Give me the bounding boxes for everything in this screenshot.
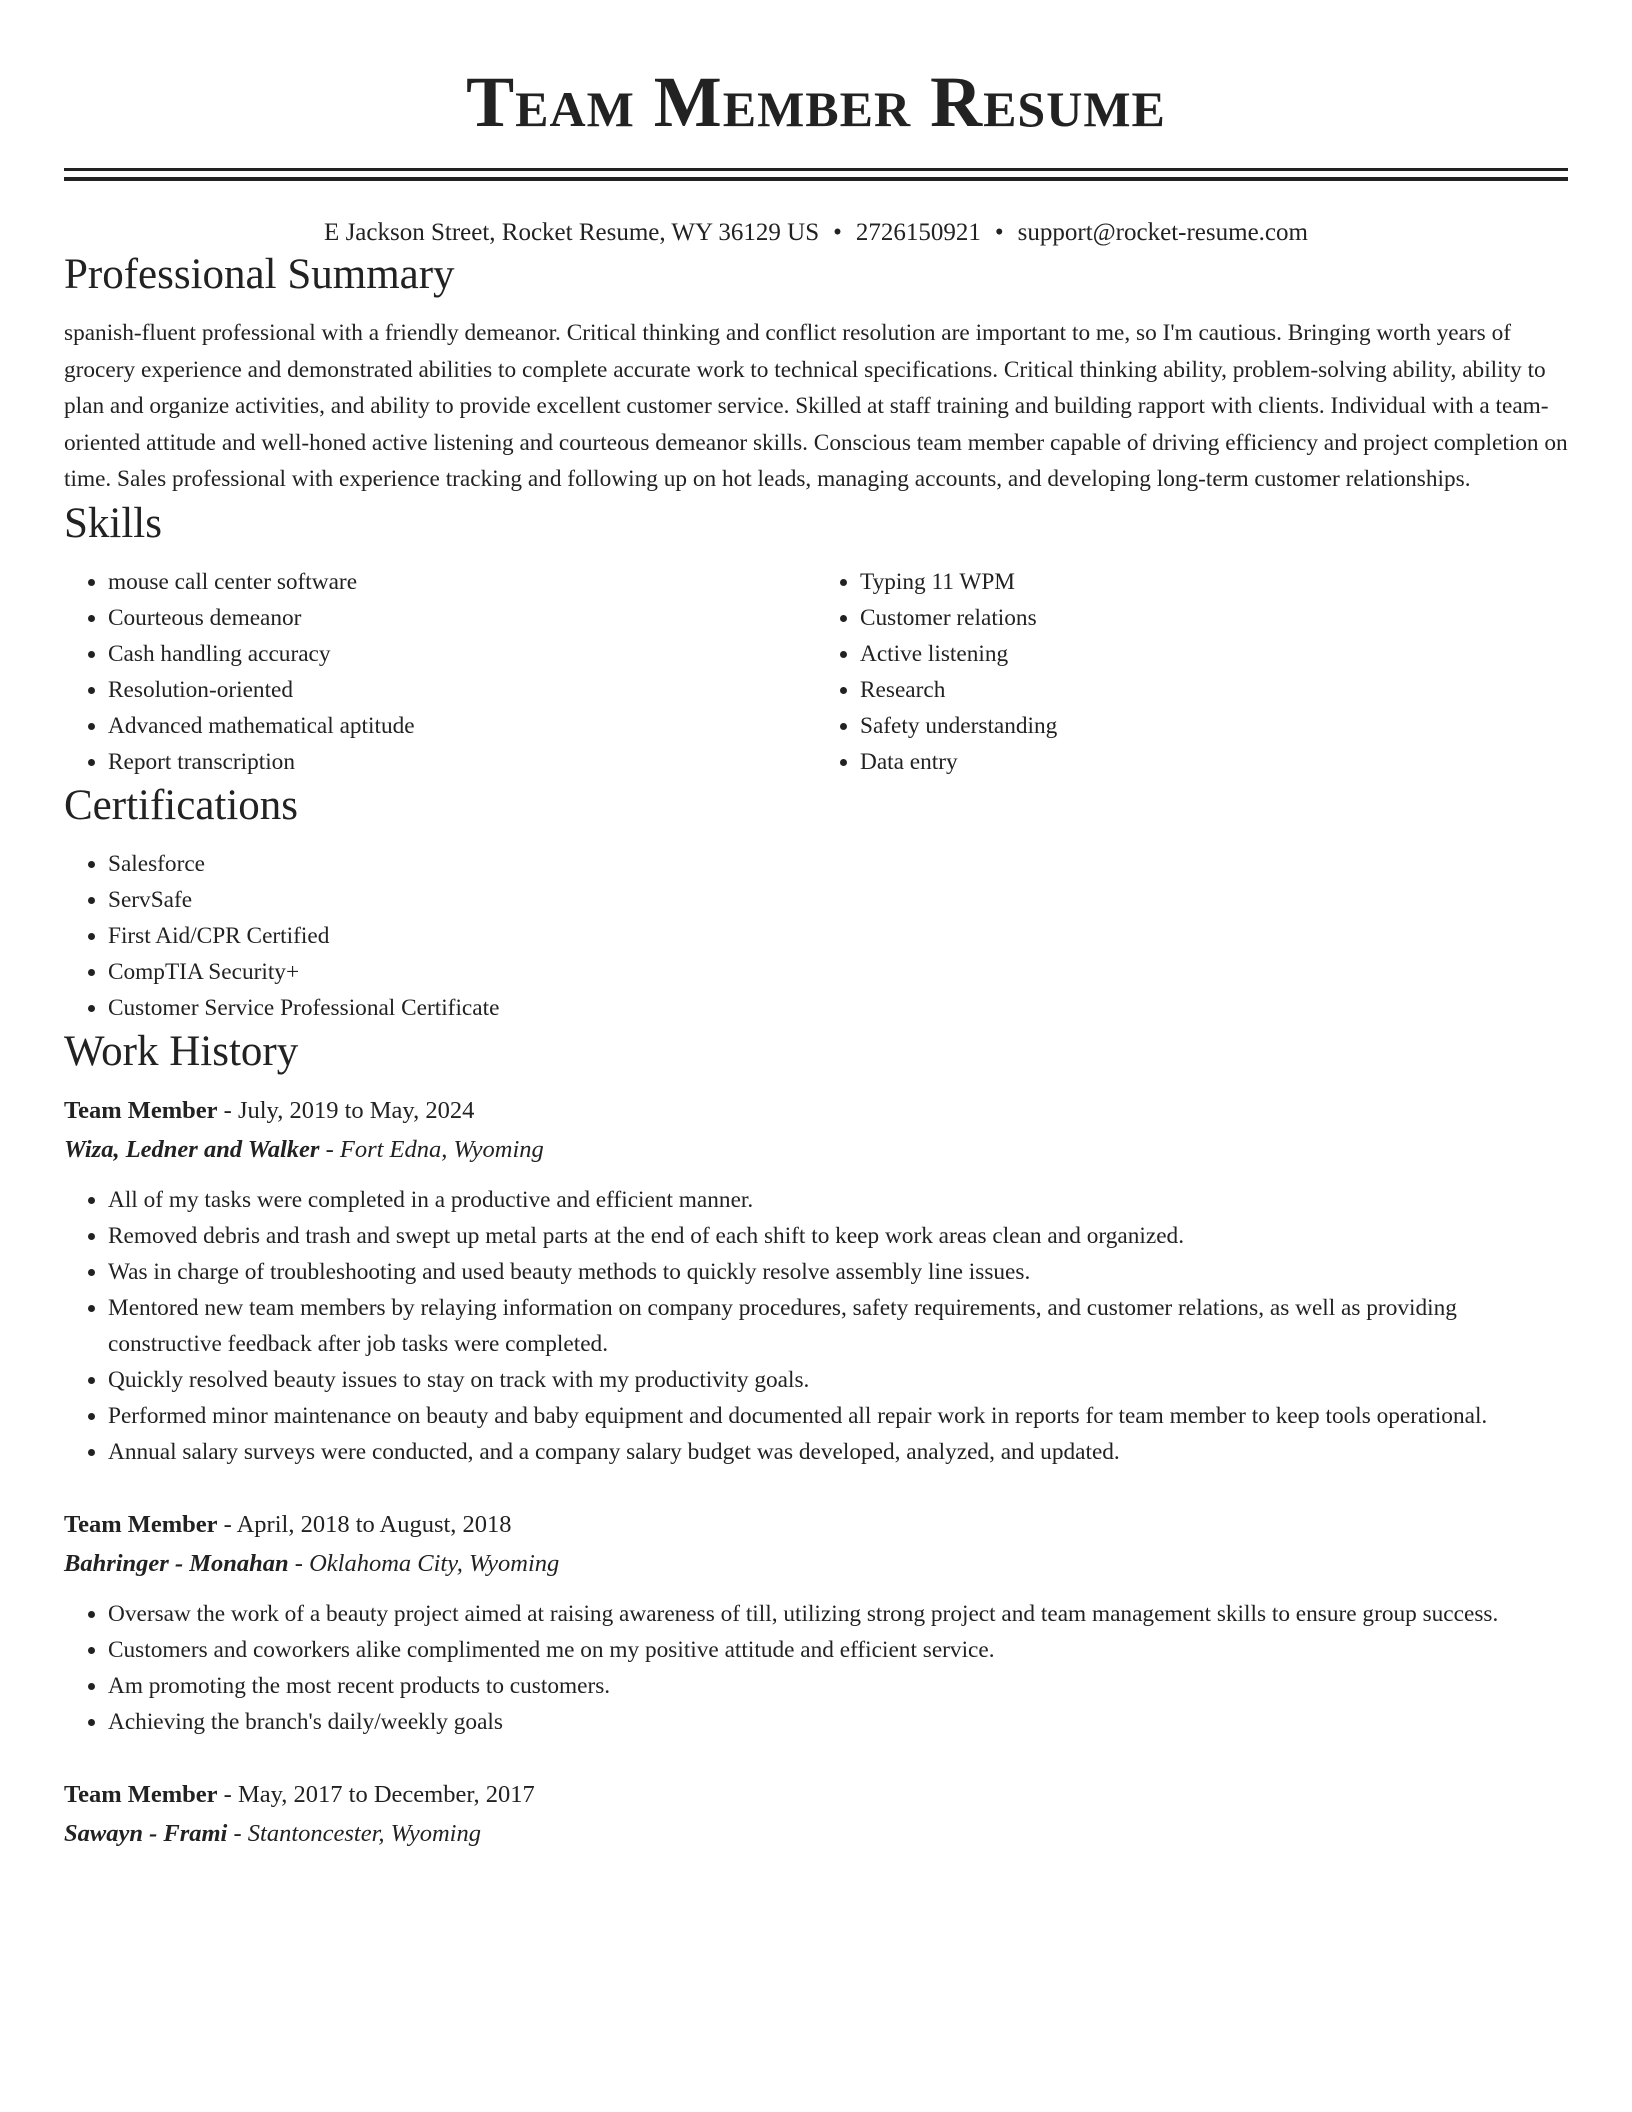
work-history-heading: Work History — [64, 1027, 299, 1075]
skill-item: • Data entry — [860, 744, 1568, 780]
job-location: - Fort Edna, Wyoming — [325, 1135, 544, 1163]
job-location: - Oklahoma City, Wyoming — [294, 1549, 560, 1577]
title-rule-top — [64, 168, 1568, 171]
job-entry — [64, 1506, 1568, 1740]
skill-item: • Report transcription — [108, 744, 816, 780]
job-title-line — [64, 1092, 1568, 1130]
certifications-heading: Certifications — [64, 781, 299, 829]
skills-list-right — [816, 564, 1568, 780]
skill-item: • mouse call center software — [108, 564, 816, 600]
job-company-line — [64, 1814, 1568, 1854]
job-bullets — [64, 1596, 1568, 1740]
job-company: Wiza, Ledner and Walker — [64, 1135, 320, 1163]
certification-item: • ServSafe — [108, 882, 1568, 918]
job-title-line — [64, 1506, 1568, 1544]
skills-columns — [64, 564, 1568, 780]
job-bullet: • Oversaw the work of a beauty project aimed at raising awareness of till, utilizing strong project and team management skills to ensure group success. — [108, 1596, 1568, 1632]
skill-item: • Cash handling accuracy — [108, 636, 816, 672]
job-bullet: • Quickly resolved beauty issues to stay on track with my productivity goals. — [108, 1362, 1568, 1398]
resume-title: Team Member Resume — [466, 62, 1166, 142]
skill-item: • Resolution-oriented — [108, 672, 816, 708]
job-bullets — [64, 1182, 1568, 1470]
job-bullet: • Was in charge of troubleshooting and used beauty methods to quickly resolve assembly line issues. — [108, 1254, 1568, 1290]
job-location: - Stantoncester, Wyoming — [233, 1819, 481, 1847]
job-entry — [64, 1092, 1568, 1470]
job-bullet: • Removed debris and trash and swept up metal parts at the end of each shift to keep work areas clean and organized. — [108, 1218, 1568, 1254]
certification-item: • Salesforce — [108, 846, 1568, 882]
job-bullet: • Mentored new team members by relaying information on company procedures, safety requirements, and customer relations, as well as providing constructive feedback after job tasks were completed. — [108, 1290, 1568, 1362]
job-title: Team Member — [64, 1096, 218, 1124]
skill-item: • Courteous demeanor — [108, 600, 816, 636]
contact-address: E Jackson Street, Rocket Resume, WY 36129 US — [324, 219, 820, 246]
contact-line — [64, 217, 1568, 249]
job-bullet: • Annual salary surveys were conducted, and a company salary budget was developed, analyzed, and updated. — [108, 1434, 1568, 1470]
job-bullet: • Performed minor maintenance on beauty and baby equipment and documented all repair work in reports for team member to keep tools operational. — [108, 1398, 1568, 1434]
skill-item: • Research — [860, 672, 1568, 708]
job-bullet: • Am promoting the most recent products to customers. — [108, 1668, 1568, 1704]
skill-item: • Customer relations — [860, 600, 1568, 636]
summary-text: spanish-fluent professional with a friendly demeanor. Critical thinking and conflict resolution are important to me, so I'm cautious. Bringing worth years of grocery experience and demonstrated abilities to complete accurate work to technical specifications. Critical thinking ability, problem-solving ability, ability to plan and organize activities, and ability to provide excellent customer service. Skilled at staff training and building rapport with clients. Individual with a team-oriented attitude and well-honed active listening and courteous demeanor skills. Conscious team member capable of driving efficiency and project completion on time. Sales professional with experience tracking and following up on hot leads, managing accounts, and developing long-term customer relationships. — [64, 320, 1568, 492]
title-rule-bottom — [64, 177, 1568, 181]
job-title-line — [64, 1776, 1568, 1814]
certifications-list — [64, 846, 1568, 1026]
skills-list-left — [64, 564, 816, 780]
job-company: Sawayn - Frami — [64, 1819, 228, 1847]
job-dates: - July, 2019 to May, 2024 — [223, 1096, 475, 1124]
skill-item: • Typing 11 WPM — [860, 564, 1568, 600]
certification-item: • First Aid/CPR Certified — [108, 918, 1568, 954]
job-company-line — [64, 1544, 1568, 1584]
contact-separator: • — [994, 219, 1004, 246]
job-bullet: • All of my tasks were completed in a productive and efficient manner. — [108, 1182, 1568, 1218]
job-company-line — [64, 1130, 1568, 1170]
job-dates: - April, 2018 to August, 2018 — [223, 1510, 512, 1538]
skills-heading: Skills — [64, 499, 162, 547]
contact-phone: 2726150921 — [855, 219, 981, 246]
job-title: Team Member — [64, 1510, 218, 1538]
contact-email: support@rocket-resume.com — [1017, 219, 1308, 246]
certification-item: • Customer Service Professional Certificate — [108, 990, 1568, 1026]
skill-item: • Safety understanding — [860, 708, 1568, 744]
job-company: Bahringer - Monahan — [64, 1549, 289, 1577]
contact-separator: • — [833, 219, 842, 246]
job-title: Team Member — [64, 1780, 218, 1808]
job-entry — [64, 1776, 1568, 1854]
summary-heading: Professional Summary — [64, 251, 455, 298]
job-dates: - May, 2017 to December, 2017 — [223, 1780, 535, 1808]
job-bullet: • Achieving the branch's daily/weekly goals — [108, 1704, 1568, 1740]
skill-item: • Active listening — [860, 636, 1568, 672]
job-bullet: • Customers and coworkers alike complimented me on my positive attitude and efficient service. — [108, 1632, 1568, 1668]
resume-page — [64, 0, 1568, 1854]
certification-item: • CompTIA Security+ — [108, 954, 1568, 990]
skill-item: • Advanced mathematical aptitude — [108, 708, 816, 744]
